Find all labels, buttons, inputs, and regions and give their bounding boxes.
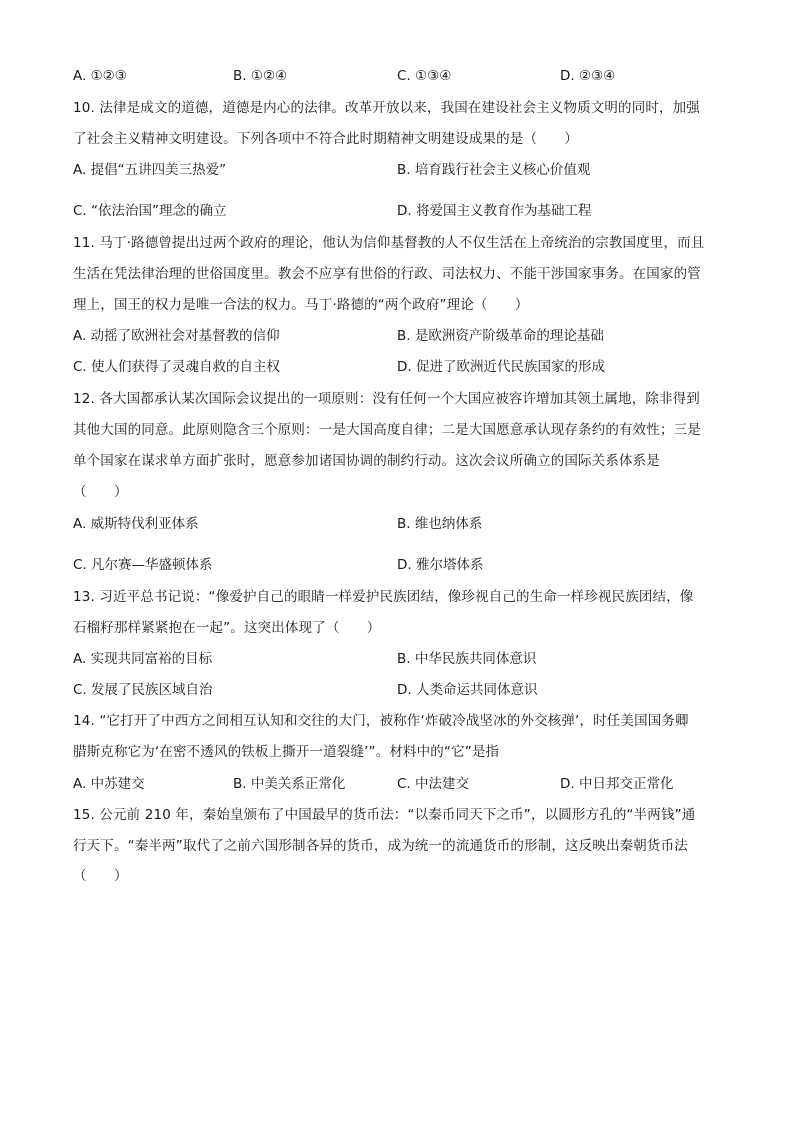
q14-option-d: D. 中日邦交正常化 bbox=[560, 776, 674, 792]
q13-stem-line-1: 13. 习近平总书记说：“像爱护自己的眼睛一样爱护民族团结，像珍视自己的生命一样珍视民族团结，像 bbox=[73, 589, 694, 605]
q12-option-b: B. 维也纳体系 bbox=[397, 516, 483, 532]
q10-option-d: D. 将爱国主义教育作为基础工程 bbox=[397, 203, 592, 219]
q10-option-c: C. “依法治国”理念的确立 bbox=[73, 203, 227, 219]
q10-stem-line-2: 了社会主义精神文明建设。下列各项中不符合此时期精神文明建设成果的是（ ） bbox=[73, 131, 579, 147]
q13-option-b: B. 中华民族共同体意识 bbox=[397, 651, 537, 667]
q13-stem-line-2: 石榴籽那样紧紧抱在一起”。这突出体现了（ ） bbox=[73, 620, 381, 636]
q12-stem-line-3: 单个国家在谋求单方面扩张时，愿意参加诸国协调的制约行动。这次会议所确立的国际关系体系是 bbox=[73, 453, 660, 469]
q11-option-b: B. 是欧洲资产阶级革命的理论基础 bbox=[397, 328, 604, 344]
q12-option-c: C. 凡尔赛—华盛顿体系 bbox=[73, 557, 213, 573]
q12-stem-line-2: 其他大国的同意。此原则隐含三个原则：一是大国高度自律；二是大国愿意承认现存条约的有效性；三是 bbox=[73, 422, 701, 438]
q13-option-a: A. 实现共同富裕的目标 bbox=[73, 651, 213, 667]
q15-stem-line-2: 行天下。“秦半两”取代了之前六国形制各异的货币，成为统一的流通货币的形制，这反映出秦朝货币法 bbox=[73, 838, 688, 854]
q15-stem-line-1: 15. 公元前 210 年，秦始皇颁布了中国最早的货币法：“以秦币同天下之币”，以圆形方孔的“半两钱”通 bbox=[73, 807, 696, 823]
q10-option-a: A. 提倡“五讲四美三热爱” bbox=[73, 162, 227, 178]
q14-stem-line-1: 14. “它打开了中西方之间相互认知和交往的大门，被称作‘炸破冷战坚冰的外交核弹’，时任美国国务卿 bbox=[73, 713, 689, 729]
q12-option-a: A. 威斯特伐利亚体系 bbox=[73, 516, 199, 532]
q11-stem-line-2: 生活在凭法律治理的世俗国度里。教会不应享有世俗的行政、司法权力、不能干涉国家事务。在国家的管 bbox=[73, 266, 701, 282]
q10-stem-line-1: 10. 法律是成文的道德，道德是内心的法律。改革开放以来，我国在建设社会主义物质文明的同时，加强 bbox=[73, 100, 700, 116]
q9-option-d: D. ②③④ bbox=[560, 68, 616, 84]
q9-option-a: A. ①②③ bbox=[73, 68, 127, 84]
q14-stem-line-2: 腊斯克称它为‘在密不透风的铁板上撕开一道裂缝’”。材料中的“它”是指 bbox=[73, 744, 500, 760]
q12-stem-line-4: （ ） bbox=[73, 484, 128, 500]
q11-option-a: A. 动摇了欧洲社会对基督教的信仰 bbox=[73, 328, 280, 344]
q9-option-b: B. ①②④ bbox=[233, 68, 288, 84]
q11-option-d: D. 促进了欧洲近代民族国家的形成 bbox=[397, 359, 605, 375]
q9-option-c: C. ①③④ bbox=[397, 68, 452, 84]
q11-stem-line-1: 11. 马丁·路德曾提出过两个政府的理论，他认为信仰基督教的人不仅生活在上帝统治的宗教国度里，而且 bbox=[73, 235, 705, 251]
q12-option-d: D. 雅尔塔体系 bbox=[397, 557, 484, 573]
q12-stem-line-1: 12. 各大国都承认某次国际会议提出的一项原则：没有任何一个大国应被容许增加其领土属地，除非得到 bbox=[73, 391, 700, 407]
q13-option-c: C. 发展了民族区域自治 bbox=[73, 682, 213, 698]
q11-stem-line-3: 理上，国王的权力是唯一合法的权力。马丁·路德的“两个政府”理论（ ） bbox=[73, 297, 529, 313]
q15-stem-line-3: （ ） bbox=[73, 868, 128, 884]
q14-option-a: A. 中苏建交 bbox=[73, 776, 145, 792]
q14-option-b: B. 中美关系正常化 bbox=[233, 776, 346, 792]
q14-option-c: C. 中法建交 bbox=[397, 776, 470, 792]
q13-option-d: D. 人类命运共同体意识 bbox=[397, 682, 538, 698]
q10-option-b: B. 培育践行社会主义核心价值观 bbox=[397, 162, 591, 178]
q11-option-c: C. 使人们获得了灵魂自救的自主权 bbox=[73, 359, 281, 375]
